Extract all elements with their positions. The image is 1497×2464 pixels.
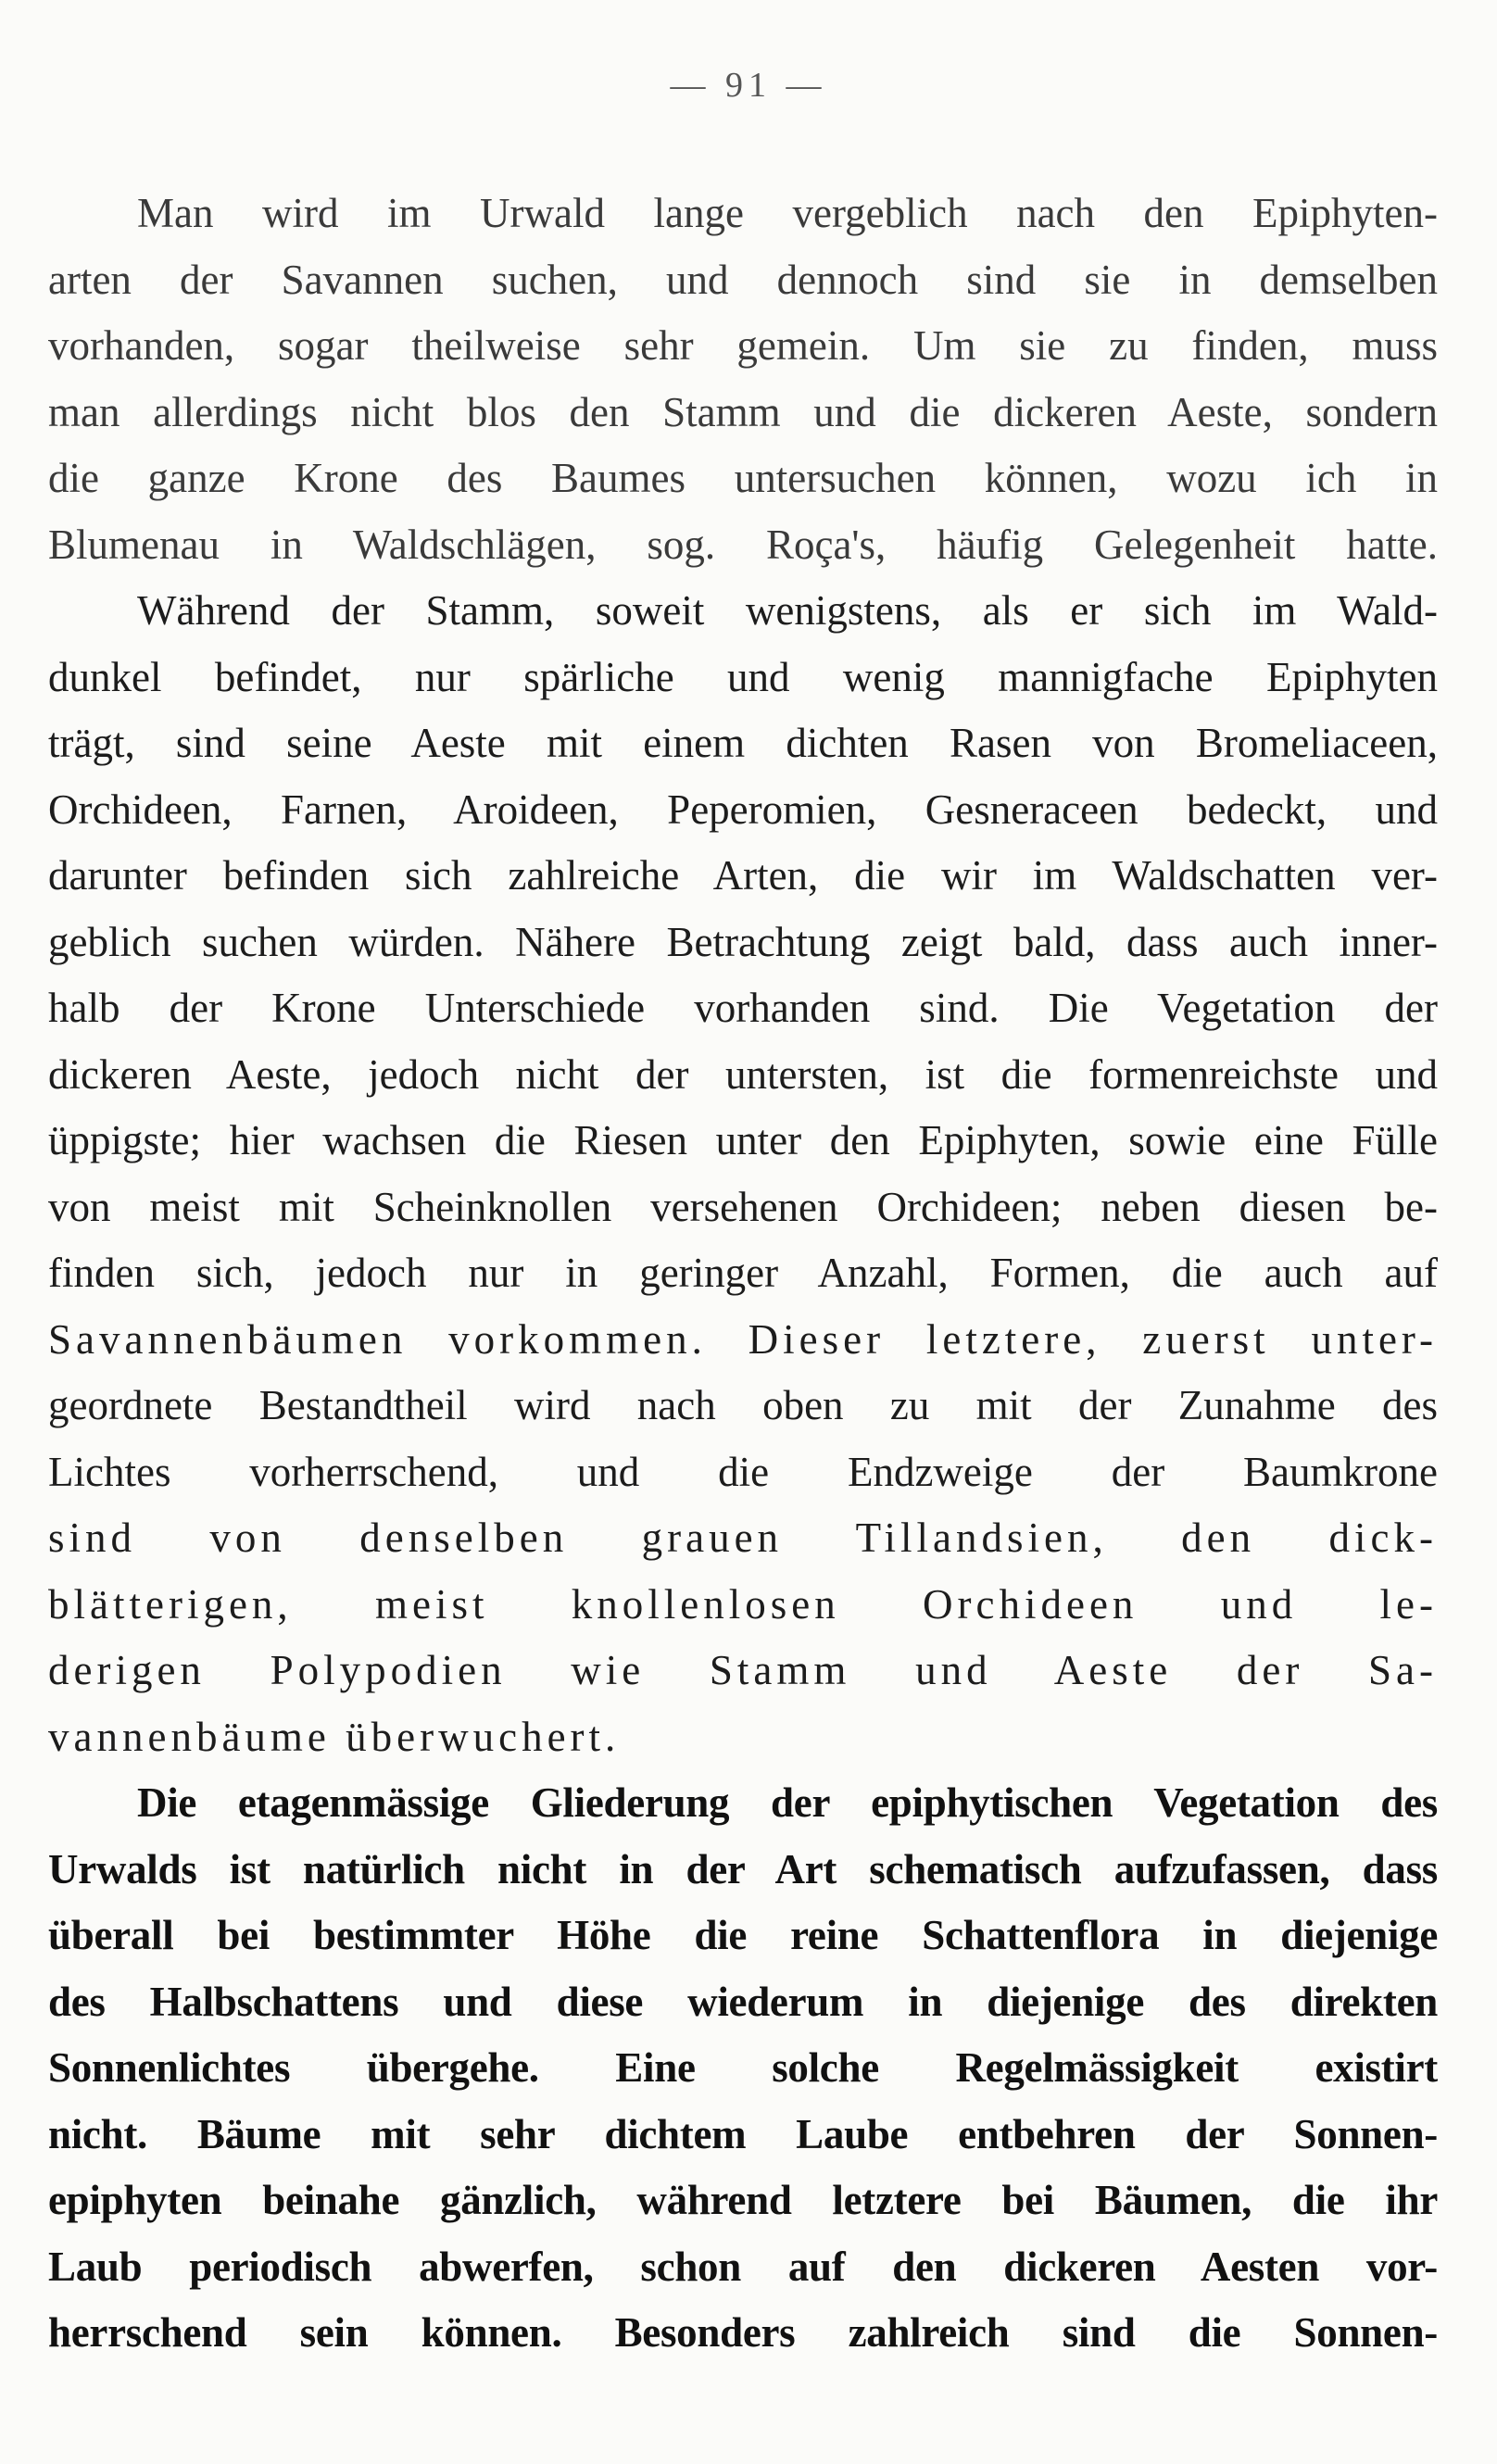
text-line: epiphyten beinahe gänzlich, während letztere bei Bäumen, die ihr <box>48 2177 1438 2223</box>
paragraph-1 <box>48 181 1438 578</box>
text-line: dickeren Aeste, jedoch nicht der untersten, ist die formenreichste und <box>48 1050 1438 1098</box>
text-line: Während der Stamm, soweit wenigstens, als er sich im Wald- <box>137 587 1438 634</box>
text-line: man allerdings nicht blos den Stamm und die dickeren Aeste, sondern <box>48 388 1438 435</box>
text-line: herrschend sein können. Besonders zahlreich sind die Sonnen- <box>48 2309 1438 2356</box>
text-line: Lichtes vorherrschend, und die Endzweige der Baumkrone <box>48 1448 1438 1495</box>
body-text <box>48 181 1438 2367</box>
page-number: — 91 — <box>670 66 827 105</box>
text-line: überall bei bestimmter Höhe die reine Schattenflora in diejenige <box>48 1912 1438 1958</box>
text-line: arten der Savannen suchen, und dennoch sind sie in demselben <box>48 256 1438 303</box>
text-line: blätterigen, meist knollenlosen Orchideen und le- <box>48 1580 1438 1628</box>
text-line: Die etagenmässige Gliederung der epiphytischen Vegetation des <box>137 1779 1438 1826</box>
text-line: trägt, sind seine Aeste mit einem dichten Rasen von Bromeliaceen, <box>48 720 1438 766</box>
text-line: geblich suchen würden. Nähere Betrachtung zeigt bald, dass auch inner- <box>48 918 1438 965</box>
text-line: halb der Krone Unterschiede vorhanden sind. Die Vegetation der <box>48 985 1438 1031</box>
paragraph-2 <box>48 578 1438 1770</box>
text-line: darunter befinden sich zahlreiche Arten, die wir im Waldschatten ver- <box>48 852 1438 899</box>
text-line: üppigste; hier wachsen die Riesen unter den Epiphyten, sowie eine Fülle <box>48 1117 1438 1163</box>
text-line: nicht. Bäume mit sehr dichtem Laube entbehren der Sonnen- <box>48 2110 1438 2157</box>
text-line: des Halbschattens und diese wiederum in diejenige des direkten <box>48 1978 1438 2025</box>
text-line: sind von denselben grauen Tillandsien, den dick- <box>48 1515 1438 1561</box>
paragraph-3 <box>48 1770 1438 2367</box>
text-line: Man wird im Urwald lange vergeblich nach den Epiphyten- <box>137 190 1438 236</box>
text-line: geordnete Bestandtheil wird nach oben zu mit der Zunahme des <box>48 1382 1438 1428</box>
text-line: die ganze Krone des Baumes untersuchen können, wozu ich in <box>48 455 1438 501</box>
text-line: dunkel befindet, nur spärliche und wenig mannigfache Epiphyten <box>48 653 1438 700</box>
text-line: derigen Polypodien wie Stamm und Aeste der Sa- <box>48 1647 1438 1693</box>
text-line: Savannenbäumen vorkommen. Dieser letztere, zuerst unter- <box>48 1315 1438 1363</box>
text-line: Laub periodisch abwerfen, schon auf den dickeren Aesten vor- <box>48 2243 1438 2290</box>
text-line: Blumenau in Waldschlägen, sog. Roça's, häufig Gelegenheit hatte. <box>48 521 1438 568</box>
text-line: Orchideen, Farnen, Aroideen, Peperomien, Gesneraceen bedeckt, und <box>48 786 1438 833</box>
text-line: vannenbäume überwuchert. <box>48 1713 621 1760</box>
text-line: vorhanden, sogar theilweise sehr gemein. Um sie zu finden, muss <box>48 322 1438 369</box>
text-line: Urwalds ist natürlich nicht in der Art schematisch aufzufassen, dass <box>48 1845 1438 1892</box>
text-line: finden sich, jedoch nur in geringer Anzahl, Formen, die auch auf <box>48 1250 1438 1296</box>
text-line: von meist mit Scheinknollen versehenen Orchideen; neben diesen be- <box>48 1183 1438 1230</box>
text-line: Sonnenlichtes übergehe. Eine solche Regelmässigkeit existirt <box>48 2044 1438 2091</box>
